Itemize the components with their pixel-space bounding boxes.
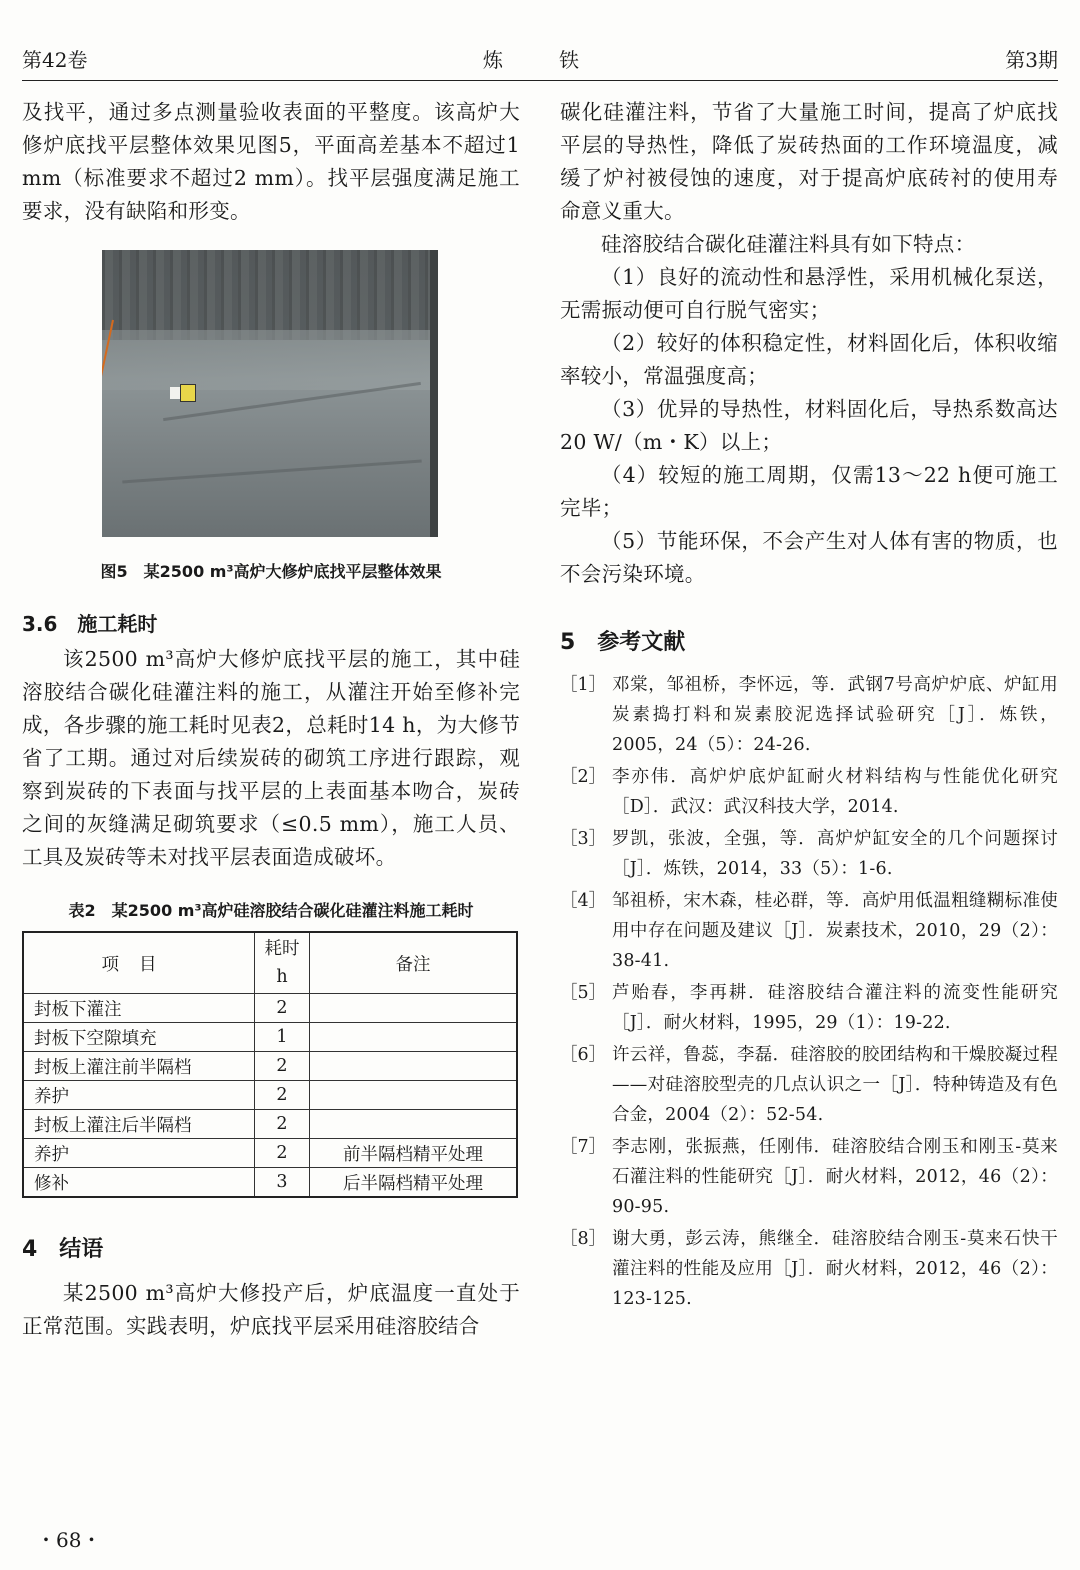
cell-item: 修补: [23, 1168, 255, 1198]
cell-cost: 2: [255, 994, 310, 1023]
reference-item: [560, 824, 1058, 884]
reference-text: 邹祖桥，宋木森，桂必群，等．高炉用低温粗缝糊标准使用中存在问题及建议［J］．炭素技术，2010，29（2）：38-41.: [612, 891, 1058, 971]
cell-note: 后半隔档精平处理: [310, 1168, 518, 1198]
header-item: 项目: [23, 932, 255, 994]
cell-cost: 1: [255, 1023, 310, 1052]
table-caption: 表2 某2500 m³高炉硅溶胶结合碳化硅灌注料施工耗时: [68, 901, 474, 920]
cell-item: 封板上灌注前半隔档: [23, 1052, 255, 1081]
volume-label: 第42卷: [22, 48, 88, 72]
section-3-6-heading: 3.6 施工耗时: [22, 612, 158, 636]
feature-item: （1）良好的流动性和悬浮性，采用机械化泵送，无需振动便可自行脱气密实；: [560, 265, 1058, 322]
reference-text: 邓棠，邹祖桥，李怀远，等．武钢7号高炉炉底、炉缸用炭素捣打料和炭素胶泥选择试验研究［J］．炼铁，2005，24（5）：24-26.: [612, 675, 1058, 755]
reference-item: [560, 762, 1058, 822]
cell-item: 封板下空隙填充: [23, 1023, 255, 1052]
cell-cost: 2: [255, 1081, 310, 1110]
cell-note: [310, 1081, 518, 1110]
table-row: [23, 994, 517, 1023]
table-row: [23, 1110, 517, 1139]
feature-item: （3）优异的导热性，材料固化后，导热系数高达20 W/（m・K）以上；: [560, 397, 1058, 454]
cell-cost: 3: [255, 1168, 310, 1198]
left-paragraph-3: 某2500 m³高炉大修投产后，炉底温度一直处于正常范围。实践表明，炉底找平层采用硅溶胶结合: [22, 1281, 520, 1338]
left-column: [22, 96, 520, 1343]
reference-item: [560, 978, 1058, 1038]
header-cost: 耗时h: [255, 932, 310, 994]
cell-note: [310, 1052, 518, 1081]
reference-text: 李亦伟．高炉炉底炉缸耐火材料结构与性能优化研究［D］．武汉：武汉科技大学，2014.: [612, 767, 1058, 817]
page-header: [22, 44, 1058, 72]
reference-number: ［4］: [560, 891, 607, 911]
reference-number: ［7］: [560, 1137, 607, 1157]
table-row: [23, 1023, 517, 1052]
right-column: [560, 96, 1058, 1316]
cell-note: [310, 1023, 518, 1052]
table-row: [23, 1052, 517, 1081]
reference-number: ［5］: [560, 983, 607, 1003]
cell-item: 养护: [23, 1081, 255, 1110]
cell-item: 封板上灌注后半隔档: [23, 1110, 255, 1139]
cell-note: 前半隔档精平处理: [310, 1139, 518, 1168]
feature-item: （5）节能环保，不会产生对人体有害的物质，也不会污染环境。: [560, 529, 1058, 586]
cell-note: [310, 1110, 518, 1139]
reference-item: [560, 1040, 1058, 1130]
figure-caption: 图5 某2500 m³高炉大修炉底找平层整体效果: [100, 562, 442, 581]
construction-time-table: [22, 931, 518, 1198]
cell-item: 封板下灌注: [23, 994, 255, 1023]
table-row: [23, 1081, 517, 1110]
table-row: [23, 1168, 517, 1198]
section-5-heading: 5 参考文献: [560, 630, 686, 655]
journal-title: 炼 铁: [483, 48, 597, 72]
reference-number: ［6］: [560, 1045, 607, 1065]
issue-label: 第3期: [1005, 48, 1058, 72]
table-header-row: [23, 932, 517, 994]
reference-number: ［1］: [560, 675, 607, 695]
reference-text: 芦贻春，李再耕．硅溶胶结合灌注料的流变性能研究［J］．耐火材料，1995，29（1）：19-22.: [612, 983, 1058, 1033]
figure-5-photo: [102, 250, 438, 537]
cell-item: 养护: [23, 1139, 255, 1168]
features-intro: 硅溶胶结合碳化硅灌注料具有如下特点：: [601, 232, 976, 256]
header-note: 备注: [310, 932, 518, 994]
cell-cost: 2: [255, 1052, 310, 1081]
reference-number: ［3］: [560, 829, 607, 849]
cell-cost: 2: [255, 1139, 310, 1168]
reference-item: [560, 886, 1058, 976]
reference-text: 谢大勇，彭云涛，熊继全．硅溶胶结合刚玉-莫来石快干灌注料的性能及应用［J］．耐火材料，2012，46（2）：123-125.: [612, 1229, 1058, 1309]
table-row: [23, 1139, 517, 1168]
reference-number: ［2］: [560, 767, 607, 787]
reference-text: 许云祥，鲁蕊，李磊．硅溶胶的胶团结构和干燥胶凝过程——对硅溶胶型壳的几点认识之一［J］．特种铸造及有色合金，2004（2）：52-54.: [612, 1045, 1058, 1125]
left-paragraph-1: 及找平，通过多点测量验收表面的平整度。该高炉大修炉底找平层整体效果见图5，平面高差基本不超过1 mm（标准要求不超过2 mm）。找平层强度满足施工要求，没有缺陷和形变。: [22, 100, 520, 223]
section-4-heading: 4 结语: [22, 1237, 104, 1262]
reference-item: [560, 1132, 1058, 1222]
header-rule: [22, 80, 1058, 81]
right-paragraph-1: 碳化硅灌注料，节省了大量施工时间，提高了炉底找平层的导热性，降低了炭砖热面的工作环境温度，减缓了炉衬被侵蚀的速度，对于提高炉底砖衬的使用寿命意义重大。: [560, 100, 1058, 223]
feature-item: （2）较好的体积稳定性，材料固化后，体积收缩率较小，常温强度高；: [560, 331, 1058, 388]
cell-note: [310, 994, 518, 1023]
reference-number: ［8］: [560, 1229, 607, 1249]
page-number: ・68・: [36, 1528, 102, 1552]
reference-text: 李志刚，张振燕，任刚伟．硅溶胶结合刚玉和刚玉-莫来石灌注料的性能研究［J］．耐火材料，2012，46（2）：90-95.: [612, 1137, 1058, 1217]
reference-item: [560, 1224, 1058, 1314]
cell-cost: 2: [255, 1110, 310, 1139]
feature-item: （4）较短的施工周期，仅需13～22 h便可施工完毕；: [560, 463, 1058, 520]
reference-item: [560, 670, 1058, 760]
reference-text: 罗凯，张波，全强，等．高炉炉缸安全的几个问题探讨［J］．炼铁，2014，33（5）：1-6.: [612, 829, 1058, 879]
left-paragraph-2: 该2500 m³高炉大修炉底找平层的施工，其中硅溶胶结合碳化硅灌注料的施工，从灌注开始至修补完成，各步骤的施工耗时见表2，总耗时14 h，为大修节省了工期。通过对后续炭砖的砌筑工序进行跟踪，观察到炭砖的下表面与找平层的上表面基本吻合，炭砖之间的灰缝满足砌筑要求（≤0.5 mm），施工人员、工具及炭砖等未对找平层表面造成破坏。: [22, 647, 520, 869]
